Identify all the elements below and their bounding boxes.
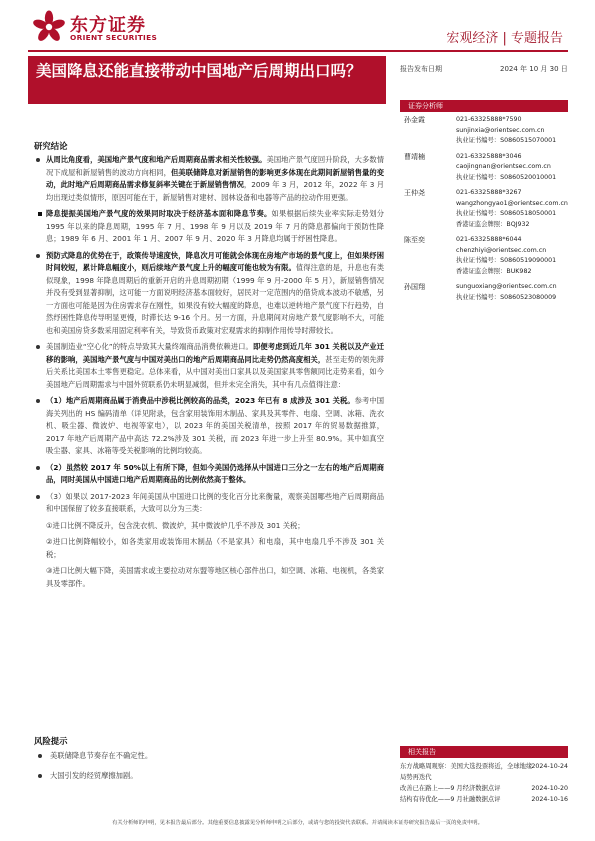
analyst-license: 执业证书编号：S0860523080009: [456, 293, 557, 301]
key-point: 但美联储降息对新屋销售的影响更多体现在此期间新屋销售量的变动，此时地产后周期商品需求修复斜率关键在于新屋销售情况: [46, 167, 385, 189]
category-item: ②进口比例降幅较小，如各类家用或装饰用木制品（不是家具）和电扇，其中电扇几乎不涉及 301 关税；: [46, 537, 384, 559]
risk-item: [34, 769, 384, 783]
body-text: （3）如果以 2017-2023 年间美国从中国进口比例的变化百分比来衡量，观察美国哪些地产后周期商品和中国保留了较多直接联系，大致可以分为三类：: [46, 491, 384, 513]
risk-text: 大国引发的经贸摩擦加剧。: [50, 771, 138, 780]
bullet-icon: [36, 495, 40, 499]
analyst-email[interactable]: wangzhongyao1@orientsec.com.cn: [456, 199, 568, 207]
bullet-icon: [36, 254, 40, 258]
bullet-icon: [38, 774, 42, 778]
analyst-section-header: [400, 100, 568, 112]
analyst-phone: 021-63325888*3267: [456, 189, 522, 196]
analyst-hk-license: 香港证监会牌照：BUK982: [456, 267, 532, 275]
paragraph-bullet: [34, 462, 384, 487]
bullet-icon: [36, 158, 40, 162]
related-reports-header: [400, 746, 568, 758]
body-text: 参考中国海关列出的 HS 编码清单（详见附录，包含家用装饰用木制品、家具及其零件、电扇、空调、冰箱、洗衣机、吸尘器、微波炉、电视等家电），以 2023 年的美国关税清单，按照 2017 年的贸易数据推算，2017 年地产后周期产品中高达 72.2%涉及 301 关税，而 2023 年进一步上升至 80.9%。其中如真空吸尘器、家具、冰箱等受关税影响的比例均较高。: [46, 396, 385, 455]
analyst-card: [404, 115, 570, 147]
body-text: 甚至走势的领先滞后关系比美国本土零售更稳定。总体来看，从中国对美出口家具以及美国家具零售额同比走势来看，如今美国地产后周期需求与中国外贸联系仍未明显减弱，但并未完全消失，其中有几点值得注意：: [46, 354, 385, 389]
report-date-label: 报告发布日期: [400, 65, 442, 73]
orient-logo-icon: [32, 10, 66, 44]
key-point: 地产后周期商品属于消费品中涉税比例较高的品类，2023 年已有 8 成涉及 301 关税。: [65, 396, 355, 405]
key-point: 预防式降息的优势在于，政策传导速度快，降息次月可能就会体现在房地产市场的景气度上，但如果纾困时间较短，累计降息幅度小，则后续地产景气度上升的幅度可能也较为有限。: [46, 250, 384, 272]
paragraph-sub-bullet: [34, 208, 384, 246]
analyst-license: 执业证书编号：S0860515070001: [456, 137, 557, 144]
paragraph-bullet: [34, 491, 384, 516]
list-index: （1）: [46, 396, 66, 405]
related-report-item[interactable]: [400, 762, 568, 784]
brand-name-cn: 东方证券: [70, 15, 146, 36]
analyst-name: 孙国翔: [404, 283, 425, 291]
risk-text: 美联储降息节奏存在不确定性。: [50, 751, 153, 760]
analyst-hk-license: 香港证监会牌照：BQJ932: [456, 220, 530, 228]
related-report-date: 2024-10-24: [531, 763, 568, 770]
page-title: 美国降息还能直接带动中国地产后周期出口吗？: [36, 62, 362, 80]
key-point: 从周比角度看，美国地产景气度和地产后周期商品需求相关性较强。: [46, 155, 267, 164]
body-text: 如果根据后续失业率实际走势划分 1995 年以来的降息周期，1995 年 7 月、1998 年 9 月以及 2019 年 7 月的降息都偏向于预防性降息；1989 年 6 月、2001 年 1 月、2007 年 9 月、2020 年 3 月降息均属于纾困性降息。: [46, 209, 385, 243]
list-index: （2）: [46, 462, 66, 472]
body-text: 美国制造业“空心化”的特点导致其大量终端商品消费依赖进口。: [46, 342, 253, 351]
body-text: 美国地产景气度回升阶段，大多数情况下成屋和新屋销售的波动方向相同，: [46, 155, 384, 177]
related-reports-list: [400, 762, 568, 805]
risk-section: [34, 735, 384, 789]
analyst-list: [404, 115, 570, 308]
section-heading: 研究结论: [34, 141, 68, 151]
square-bullet-icon: [38, 212, 42, 216]
analyst-card: [404, 235, 570, 277]
related-report-title[interactable]: 东方战略周观察：美国大选投票将近，全球地缘局势再迭代: [400, 763, 533, 781]
analyst-name: 陈至奕: [404, 236, 425, 244]
title-banner: [28, 56, 386, 104]
analyst-card: [404, 282, 570, 303]
report-category: 宏观经济 | 专题报告: [446, 31, 563, 46]
related-report-item[interactable]: [400, 784, 568, 795]
analyst-license: 执业证书编号：S0860519090001: [456, 257, 557, 264]
bullet-icon: [38, 754, 42, 758]
analyst-phone: 021-63325888*6044: [456, 236, 522, 243]
header-divider: [28, 50, 568, 52]
category-item: ①进口比例不降反升，包含洗衣机、微波炉，其中微波炉几乎不涉及 301 关税；: [46, 520, 305, 530]
paragraph-bullet: [34, 250, 384, 338]
paragraph-bullet: [34, 395, 384, 458]
report-date-value: 2024 年 10 月 30 日: [500, 65, 568, 73]
related-report-date: 2024-10-16: [531, 795, 568, 803]
paragraph-bullet: [34, 341, 384, 391]
bullet-icon: [36, 399, 40, 403]
analyst-name: 王仲尧: [404, 189, 425, 197]
research-conclusions: [34, 140, 384, 594]
related-report-item[interactable]: [400, 795, 568, 806]
analyst-license: 执业证书编号：S0860518050001: [456, 210, 557, 217]
brand-name-en: ORIENT SECURITIES: [70, 33, 158, 42]
paragraph-bullet: [34, 154, 384, 204]
analyst-phone: 021-63325888*7590: [456, 116, 522, 123]
body-text: 值得注意的是，升息也有类似现象，1998 年降息周期后的重新开启的升息周期初期（1999 年 9 月-2000 年 5 月），新屋销售情况并没有受到显著抑制，这可能一方面说明经济基本面较好，居民对一定范围内的借贷成本波动不敏感，另一方面也可能是因为住房需求存在刚性，如果没有较大幅度的降息，也难以逆转地产景气度下行趋势，自然纾困性降息传导明显更慢，时滞长达 9-16 个月。另一方面，升息期间对房地产景气度影响不大，可能也和美国房贷多数采用固定利率有关，导致货币政策对宏观需求的抑制作用传导时滞较长。: [46, 263, 385, 335]
related-report-title[interactable]: 结构有待优化——9 月社融数据点评: [400, 795, 501, 803]
section-heading: 风险提示: [34, 736, 68, 746]
analyst-email[interactable]: caojingnan@orientsec.com.cn: [456, 163, 551, 170]
analyst-phone: 021-63325888*3046: [456, 152, 522, 160]
risk-item: [34, 749, 384, 763]
analyst-email[interactable]: sunjinxia@orientsec.com.cn: [456, 126, 545, 134]
bullet-icon: [36, 345, 40, 349]
key-point: 降息提振美国地产景气度的效果同时取决于经济基本面和降息节奏。: [46, 209, 272, 218]
related-report-title[interactable]: 改善已在路上——9 月经济数据点评: [400, 785, 501, 792]
analyst-card: [404, 152, 570, 184]
disclaimer-footer: 有关分析师的申明，见本报告最后部分。其他重要信息披露见分析师申明之后部分，或请与您的投资代表联系。并请阅读本证券研究报告最后一页的免责申明。: [112, 820, 483, 826]
analyst-license: 执业证书编号：S0860520010001: [456, 173, 557, 181]
related-report-date: 2024-10-20: [531, 785, 568, 792]
analyst-email[interactable]: sunguoxiang@orientsec.com.cn: [456, 283, 557, 290]
key-point: 即便考虑到近几年 301 关税以及产业迁移的影响，美国地产景气度与中国对美出口的地产后周期商品同比走势仍然高度相关，: [46, 342, 385, 364]
bullet-icon: [36, 466, 40, 470]
analyst-name: 曹靖楠: [404, 152, 425, 161]
analyst-card: [404, 188, 570, 230]
key-point: 虽然较 2017 年 50%以上有所下降，但如今美国仍选择从中国进口三分之一左右的地产后周期商品，同时美国从中国进口地产后周期商品的比例依然高于整体。: [46, 462, 385, 484]
analyst-name: 孙金霞: [404, 116, 425, 124]
category-item: ③进口比例大幅下降，美国需求或主要拉动对东盟等地区核心部件出口，如空调、冰箱、电视机，各类家具及零部件。: [46, 566, 384, 588]
analyst-heading: 证券分析师: [408, 102, 443, 110]
analyst-email[interactable]: chenzhiyi@orientsec.com.cn: [456, 246, 547, 254]
body-text: ，2009 年 3 月，2012 年，2022 年 3 月均出现过类似情形，原因可能在于，新屋销售对建材、园林设备和电器等产品的拉动作用更强。: [46, 180, 384, 202]
related-heading: 相关报告: [408, 748, 436, 756]
